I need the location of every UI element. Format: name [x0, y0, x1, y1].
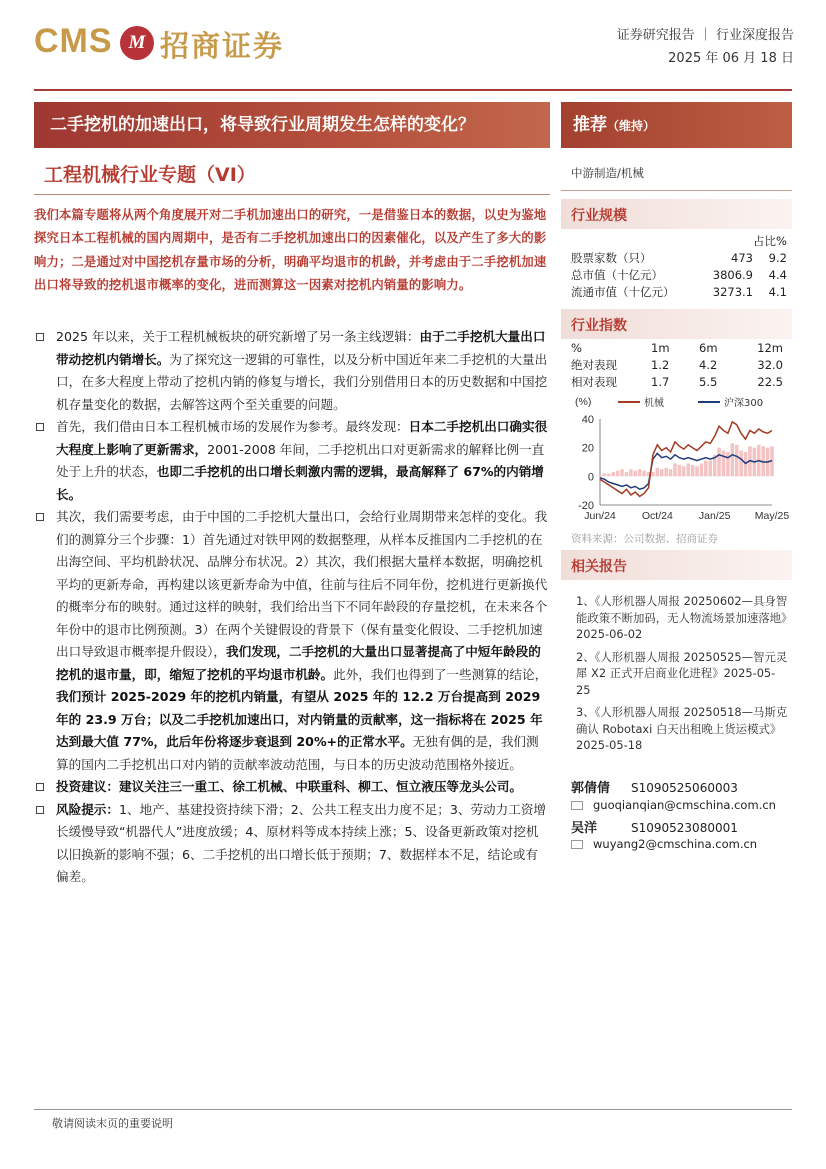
report-title: 二手挖机的加速出口，将导致行业周期发生怎样的变化？: [34, 102, 550, 148]
bullet-bold-text: 也即二手挖机的出口增长刺激内需的逻辑，最高解释了 67%的内销增长。: [56, 464, 544, 502]
y-tick-label: 40: [581, 414, 594, 426]
relative-bar: [695, 466, 699, 476]
header-divider: [34, 89, 792, 91]
perf-label: 绝对表现: [571, 357, 617, 372]
x-tick-label: Jan/25: [698, 510, 731, 522]
email-text: guoqianqian@cmschina.com.cn: [593, 798, 776, 812]
relative-bar: [673, 463, 677, 476]
index-heading: 行业指数: [571, 318, 627, 334]
bullet-text: 为了探究这一逻辑的可靠性，以及分析中国近年来二手挖机的大量出口，在多大程度上带动了挖机内销的修复与增长，我们分别借用日本的历史数据和中国挖机存量变化的数据，去解答这两个至关重要的问题。: [56, 351, 548, 412]
perf-header: 1m: [651, 340, 670, 355]
related-heading: 相关报告: [571, 559, 627, 575]
bullet-item: [34, 776, 550, 799]
analyst-2: [571, 817, 738, 836]
bullet-bold-text: 我们预计 2025-2029 年的挖机内销量，有望从 2025 年的 12.2 万台提高到 2029 年的 23.9 万台；以及二手挖机加速出口，对内销量的贡献率，这一指标将在 2025 年达到最大值 77%，此后年份将逐步衰退到 20%+的正常水平。: [56, 689, 543, 749]
scale-pct: 4.4: [768, 267, 787, 282]
scale-col-header: 占比%: [753, 233, 787, 248]
bullet-item: [34, 326, 550, 416]
relative-bar: [634, 471, 638, 477]
envelope-icon: [571, 801, 583, 810]
relative-bar: [726, 452, 730, 476]
bullet-item: [34, 799, 550, 889]
scale-label: 总市值（十亿元）: [571, 267, 663, 282]
logo-emblem-icon: M: [120, 26, 154, 60]
chart-source: 资料来源：公司数据、招商证券: [571, 533, 718, 545]
related-reports: [576, 593, 788, 760]
legend-label-machinery: 机械: [644, 398, 664, 409]
perf-label: 相对表现: [571, 374, 617, 389]
performance-table: [571, 339, 783, 390]
scale-value: 473: [731, 250, 753, 265]
x-tick-label: May/25: [754, 510, 790, 522]
company-logo: [34, 20, 294, 66]
rating-label: 推荐: [573, 115, 607, 135]
list-item[interactable]: 1、《人形机器人周报 20250602—具身智能政策不断加码，无人物流场景加速落地》2025-06-02: [576, 594, 788, 641]
table-row: [571, 249, 787, 266]
industry-path: 中游制造/机械: [571, 166, 644, 180]
relative-bar: [629, 469, 633, 476]
perf-value: 4.2: [699, 357, 718, 372]
relative-bar: [611, 472, 615, 476]
scale-label: 流通市值（十亿元）: [571, 284, 675, 299]
relative-bar: [682, 466, 686, 476]
perf-value: 22.5: [757, 374, 783, 389]
analyst-2-email[interactable]: [571, 837, 757, 851]
analyst-name: 吴洋: [571, 821, 598, 836]
bullet-square-icon: [36, 806, 44, 814]
report-date: 2025 年 06 月 18 日: [668, 51, 794, 66]
bullet-item: [34, 416, 550, 506]
footer-divider: [34, 1109, 792, 1110]
table-row: [571, 266, 787, 283]
relative-bar: [678, 465, 682, 476]
scale-pct: 4.1: [768, 284, 787, 299]
bullet-square-icon: [36, 783, 44, 791]
scale-value: 3806.9: [712, 267, 753, 282]
analyst-id: S1090523080001: [631, 821, 738, 835]
bullet-bold-text: 日本二手挖机出口确实很大程度上影响了更新需求，: [56, 419, 548, 457]
relative-bar: [625, 472, 629, 476]
bullet-text: 无独有偶的是，我们测算的国内二手挖机出口对内销的贡献率波动范围，与日本的历史波动范围格外接近。: [56, 734, 539, 772]
relative-bar: [686, 463, 690, 476]
relative-bar: [717, 448, 721, 477]
perf-value: 1.7: [651, 374, 670, 389]
subtitle-divider: [34, 194, 550, 195]
bullet-list: [34, 326, 550, 889]
relative-bar: [735, 445, 739, 477]
relative-bar: [656, 468, 660, 477]
analyst-1: [571, 777, 738, 796]
analyst-id: S1090525060003: [631, 781, 738, 795]
relative-bar: [704, 461, 708, 477]
relative-bar: [700, 463, 704, 476]
relative-bar: [731, 443, 735, 476]
envelope-icon: [571, 840, 583, 849]
right-divider: [561, 190, 792, 191]
relative-bar: [651, 472, 655, 476]
table-header-row: [571, 339, 783, 356]
relative-bar: [691, 465, 695, 476]
x-tick-label: Jun/24: [584, 510, 616, 522]
logo-latin: CMS: [34, 22, 113, 60]
analyst-1-email[interactable]: [571, 798, 776, 812]
rating-note: （维持）: [607, 119, 656, 133]
header-meta: [617, 24, 794, 70]
perf-header: %: [571, 340, 582, 355]
y-tick-label: 20: [581, 442, 594, 455]
analyst-name: 郭倩倩: [571, 781, 611, 796]
scale-heading: 行业规模: [571, 208, 627, 224]
report-subtitle: 工程机械行业专题（VI）: [44, 164, 256, 186]
table-row: [571, 356, 783, 373]
scale-label: 股票家数（只）: [571, 250, 652, 265]
logo-chinese: 招商证券: [160, 29, 285, 63]
perf-value: 32.0: [757, 357, 783, 372]
legend-label-hs300: 沪深300: [724, 398, 764, 409]
table-row: [571, 373, 783, 390]
report-type: 证券研究报告 ｜ 行业深度报告: [616, 28, 794, 43]
perf-value: 1.2: [651, 357, 670, 372]
bullet-bold-text: 投资建议：建议关注三一重工、徐工机械、中联重科、柳工、恒立液压等龙头公司。: [56, 779, 522, 794]
relative-bar: [603, 473, 607, 476]
list-item[interactable]: 2、《人形机器人周报 20250525—智元灵犀 X2 正式开启商业化进程》2025-05-25: [576, 649, 788, 697]
perf-value: 5.5: [699, 374, 718, 389]
relative-bar: [616, 471, 620, 477]
relative-bar: [722, 451, 726, 477]
bullet-text: 此外，我们也得到了一些测算的结论，: [333, 666, 548, 682]
relative-bar: [660, 469, 664, 476]
perf-header: 6m: [699, 340, 718, 355]
scale-table: [571, 232, 787, 300]
relative-bar: [739, 451, 743, 477]
summary-paragraph: 我们本篇专题将从两个角度展开对二手机加速出口的研究，一是借鉴日本的数据，以史为鉴地探究日本工程机械的国内周期中，是否有二手挖机加速出口的因素催化，以及产生了多大的影响力；二是通过对中国挖机存量市场的分析，明确平均退市的机龄，并考虑由于二手挖机加速出口将导致的挖机退市概率的变化，进而测算这一因素对挖机内销量的影响力。: [34, 208, 547, 293]
perf-header: 12m: [757, 340, 783, 355]
bullet-square-icon: [36, 333, 44, 341]
bullet-text: 其次，我们需要考虑，由于中国的二手挖机大量出口，会给行业周期带来怎样的变化。我们的测算分三个步骤：1）首先通过对铁甲网的数据整理，从样本反推国内二手挖机的在出海空间、平均机龄状况、品牌分布状况。2）其次，我们根据大量样本数据，明确挖机平均的更新寿命，再构建以该更新寿命为中值，往前与往后不同年份，挖机进行更新换代的概率分布的映射。通过这样的映射，我们给出当下不同年龄段的存量挖机，在未来各个年份中的退市比例预测。3）在两个关键假设的背景下（保有量变化假设、二手挖机加速出口导致退市概率提升假设），: [56, 509, 548, 659]
x-tick-label: Oct/24: [641, 510, 673, 522]
email-text: wuyang2@cmschina.com.cn: [593, 837, 758, 851]
bullet-bold-text: 我们发现，二手挖机的大量出口显著提高了中短年龄段的挖机的退市量，即，缩短了挖机的平均退市机龄。: [56, 644, 541, 682]
bullet-text: 2001-2008 年间，二手挖机出口对更新需求的解释比例一直处于上升的状态，: [56, 441, 545, 479]
list-item[interactable]: 3、《人形机器人周报 20250518—马斯克确认 Robotaxi 白天出租晚上货运模式》2025-05-18: [576, 705, 788, 752]
y-tick-label: -20: [578, 500, 594, 512]
relative-bar: [669, 469, 673, 476]
bullet-text: 1、地产、基建投资持续下滑；2、公共工程支出力度不足；3、劳动力工资增长缓慢导致“机器代人”进度放缓；4、原材料等成本持续上涨；5、设备更新政策对挖机以旧换新的影响不强；6、二手挖机的出口增长低于预期；7、数据样本不足，结论或有偏差。: [56, 801, 547, 884]
relative-bar: [598, 475, 602, 476]
bullet-bold-text: 风险提示：: [56, 801, 119, 817]
bullet-text: 2025 年以来，关于工程机械板块的研究新增了另一条主线逻辑：: [56, 329, 420, 344]
relative-bar: [642, 471, 646, 477]
relative-bar: [620, 469, 624, 476]
footer-note: 敬请阅读末页的重要说明: [52, 1117, 173, 1130]
relative-bar: [708, 461, 712, 477]
index-chart: [566, 393, 792, 531]
relative-bar: [607, 473, 611, 476]
relative-bar: [664, 468, 668, 477]
bullet-square-icon: [36, 423, 44, 431]
bullet-square-icon: [36, 513, 44, 521]
rating-bar: [561, 102, 792, 148]
bullet-item: [34, 506, 550, 776]
scale-value: 3273.1: [712, 284, 753, 299]
bullet-text: 首先，我们借由日本工程机械市场的发展作为参考。最终发现：: [56, 419, 409, 434]
y-unit-label: (%): [575, 396, 592, 408]
relative-bar: [638, 469, 642, 476]
bullet-bold-text: 由于二手挖机大量出口带动挖机内销增长。: [56, 329, 546, 367]
scale-pct: 9.2: [768, 250, 787, 265]
table-row: [571, 283, 787, 300]
y-tick-label: 0: [587, 471, 594, 484]
